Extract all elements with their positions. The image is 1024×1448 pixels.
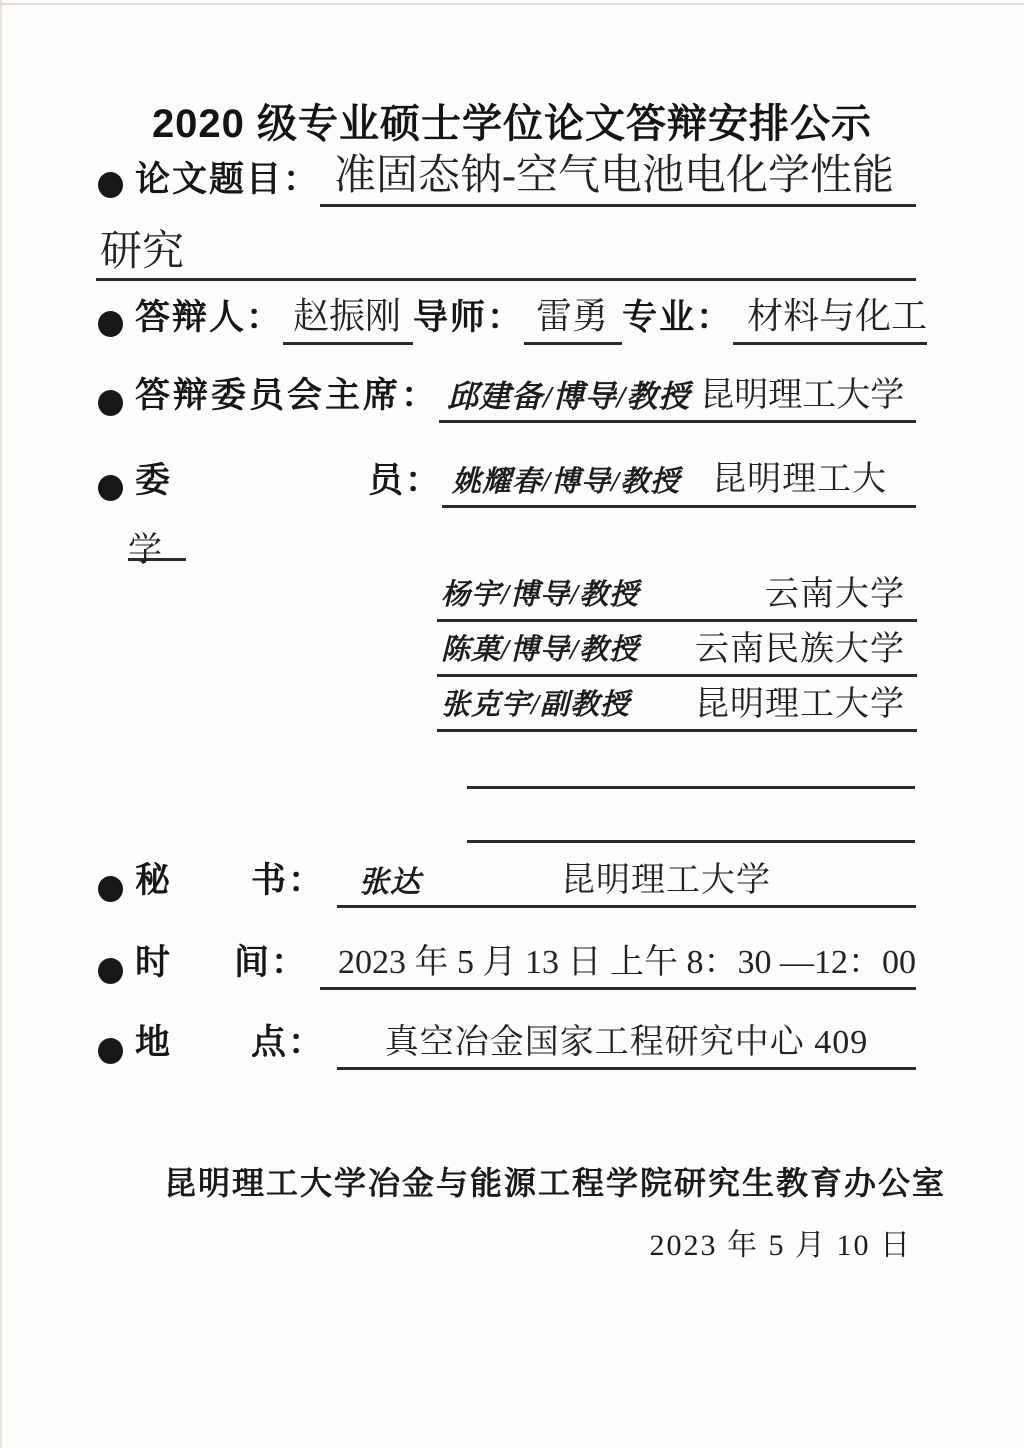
location-label-right: 点： xyxy=(250,1023,325,1062)
time-label xyxy=(135,935,308,990)
time-label-left: 时 xyxy=(135,943,173,982)
committee-member-row xyxy=(437,677,917,732)
major-label: 专业： xyxy=(622,298,734,337)
location-value: 真空冶金国家工程研究中心 409 xyxy=(337,1014,916,1070)
thesis-title-value-line2: 研究 xyxy=(100,229,185,275)
blank-member-line xyxy=(467,840,915,843)
committee-member-name: 张克宇/副教授 xyxy=(441,689,631,721)
committee-member-affiliation: 云南民族大学 xyxy=(695,631,905,668)
secretary-label-right: 书： xyxy=(250,861,325,900)
secretary-name: 张达 xyxy=(359,866,421,899)
time-value: 2023 年 5 月 13 日 上午 8：30 —12：00 xyxy=(320,934,916,990)
major-value: 材料与化工 xyxy=(733,288,927,345)
bullet-icon xyxy=(98,172,123,198)
secretary-value xyxy=(337,852,916,908)
thesis-title-value-line1: 准固态钠-空气电池电化学性能 xyxy=(320,142,916,207)
committee-member-label-right: 员： xyxy=(367,461,442,500)
footer-date: 2023 年 5 月 10 日 xyxy=(649,1229,912,1262)
location-label-left: 地 xyxy=(135,1023,173,1062)
thesis-title-label: 论文题目： xyxy=(135,160,321,199)
secretary-row xyxy=(98,861,916,908)
thesis-title-wrap-row xyxy=(96,224,916,281)
advisor-label: 导师： xyxy=(413,298,525,337)
committee-member-label-left: 委 xyxy=(135,461,173,500)
secretary-affiliation: 昆明理工大学 xyxy=(561,862,771,899)
committee-member-name: 杨宇/博导/教授 xyxy=(441,579,640,611)
committee-member-affiliation: 昆明理工大学 xyxy=(695,686,905,723)
committee-chair-row xyxy=(98,376,916,423)
secretary-label-left: 秘 xyxy=(135,861,173,900)
bullet-icon xyxy=(98,475,123,501)
scan-edge-artifact-top xyxy=(0,3,1024,5)
bullet-icon xyxy=(98,390,123,416)
committee-member-row-first xyxy=(98,461,916,508)
defender-label: 答辩人： xyxy=(135,298,284,337)
blank-member-line xyxy=(467,786,915,789)
committee-chair-name: 邱建备/博导/教授 xyxy=(447,379,691,414)
location-label xyxy=(135,1015,325,1070)
defender-row xyxy=(98,296,928,345)
bullet-icon xyxy=(98,876,123,902)
location-row xyxy=(98,1023,916,1070)
committee-member-first-affiliation-wrap: 学 xyxy=(128,522,186,561)
advisor-name: 雷勇 xyxy=(524,288,622,345)
committee-members-list xyxy=(437,567,917,732)
committee-member-label xyxy=(135,453,442,508)
bullet-icon xyxy=(98,958,123,984)
bullet-icon xyxy=(98,1038,123,1064)
committee-member-row xyxy=(437,622,917,677)
page-title: 2020 级专业硕士学位论文答辩安排公示 xyxy=(151,102,873,146)
committee-member-affiliation: 云南大学 xyxy=(765,576,905,613)
defender-name: 赵振刚 xyxy=(283,288,413,345)
scan-edge-artifact-left xyxy=(0,0,3,1448)
committee-chair-label: 答辩委员会主席： xyxy=(135,376,440,415)
committee-chair-value xyxy=(439,367,916,423)
committee-member-name: 陈菓/博导/教授 xyxy=(441,634,640,666)
committee-member-row xyxy=(437,567,917,622)
thesis-title-row xyxy=(98,153,916,207)
committee-member-first-value xyxy=(442,451,916,508)
committee-chair-affiliation: 昆明理工大学 xyxy=(700,377,905,414)
secretary-label xyxy=(135,853,325,908)
committee-member-first-name: 姚耀春/博导/教授 xyxy=(452,466,681,498)
time-label-right: 间： xyxy=(233,943,308,982)
footer-office-name: 昆明理工大学冶金与能源工程学院研究生教育办公室 xyxy=(163,1165,946,1201)
committee-member-first-affiliation: 昆明理工大 xyxy=(712,461,888,498)
bullet-icon xyxy=(98,311,123,337)
time-row xyxy=(98,943,916,990)
